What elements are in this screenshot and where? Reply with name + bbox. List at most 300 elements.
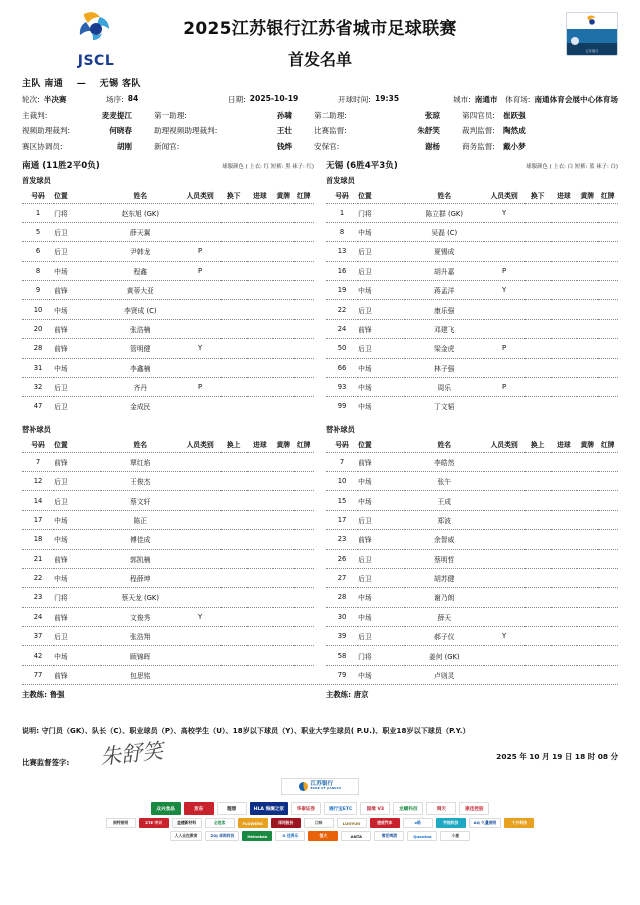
home-team-block bbox=[22, 159, 320, 416]
cell-sub-out bbox=[221, 203, 247, 222]
home-coach-name: 鲁强 bbox=[49, 690, 65, 700]
cell-shirt-number: 26 bbox=[337, 554, 347, 563]
cell-goals bbox=[551, 530, 577, 549]
cell-yellow-card bbox=[273, 588, 293, 607]
table-row bbox=[22, 530, 314, 549]
cell-player-name: 尹韩龙 bbox=[130, 248, 151, 257]
cell-yellow-card bbox=[577, 472, 597, 491]
table-row bbox=[326, 607, 618, 626]
cell-goals bbox=[551, 222, 577, 241]
home-team-heading-name: 南通 bbox=[22, 160, 40, 171]
cell-position: 中场 bbox=[54, 306, 68, 315]
cell-yellow-card bbox=[577, 452, 597, 471]
sponsor-logo: ZOJ 卓郎科技 bbox=[205, 831, 239, 841]
col-header-cat: 人员类别 bbox=[186, 440, 214, 449]
signature-label: 比赛监督签字: bbox=[22, 758, 70, 768]
official-referee-assessor-value: 陶然成 bbox=[502, 126, 526, 135]
table-row bbox=[326, 665, 618, 684]
cell-position: 前锋 bbox=[54, 555, 68, 564]
cell-sub-out bbox=[221, 242, 247, 261]
away-team-title-row bbox=[326, 159, 618, 171]
col-header-red: 红牌 bbox=[600, 440, 615, 449]
cell-shirt-number: 17 bbox=[337, 515, 347, 524]
official-press bbox=[154, 141, 314, 152]
cell-shirt-number: 28 bbox=[33, 344, 43, 353]
cell-position: 门将 bbox=[54, 594, 68, 603]
cell-shirt-number: 1 bbox=[339, 208, 345, 217]
cell-red-card bbox=[294, 222, 314, 241]
away-subs-header-row bbox=[326, 438, 618, 453]
sponsor-logo: 通行宝ETC bbox=[324, 802, 357, 815]
cell-goals bbox=[247, 377, 273, 396]
cell-yellow-card bbox=[577, 646, 597, 665]
table-row bbox=[326, 339, 618, 358]
official-var-label: 视频助理裁判: bbox=[22, 126, 71, 135]
cell-goals bbox=[551, 377, 577, 396]
cell-position: 中场 bbox=[54, 652, 68, 661]
cell-position: 后卫 bbox=[358, 306, 372, 315]
official-fourth bbox=[462, 110, 526, 121]
cell-goals bbox=[247, 568, 273, 587]
bank-logo-name bbox=[311, 782, 342, 791]
cell-player-category bbox=[180, 646, 221, 665]
cell-sub-out bbox=[221, 319, 247, 338]
cell-goals bbox=[551, 300, 577, 319]
cell-player-name: 张浩楠 bbox=[130, 325, 151, 334]
cell-goals bbox=[551, 339, 577, 358]
meta-row-officials-2 bbox=[22, 125, 618, 136]
legend-note: 说明: 守门员（GK）、队长（C）、职业球员（P）、高校学生（U）、18岁以下球员（Y）、职业大学生球员( P.U.)、职业18岁以下球员（P.Y.） bbox=[22, 727, 470, 736]
cell-player-name: 金成民 bbox=[130, 403, 151, 412]
home-coach-label: 主教练: bbox=[22, 690, 48, 700]
official-fourth-value: 崔跃强 bbox=[502, 110, 526, 120]
cell-player-name: 夏锡成 bbox=[434, 248, 455, 257]
cell-player-category bbox=[180, 510, 221, 529]
col-header-red: 红牌 bbox=[296, 191, 311, 200]
table-row bbox=[22, 646, 314, 665]
cell-player-name: 李皓然 bbox=[434, 458, 455, 467]
away-starters-body bbox=[326, 203, 618, 416]
cell-shirt-number: 1 bbox=[35, 208, 41, 217]
col-header-red: 红牌 bbox=[600, 191, 615, 200]
official-ar1-value: 孙啸 bbox=[276, 110, 292, 120]
cell-goals bbox=[551, 491, 577, 510]
sponsor-band bbox=[0, 802, 640, 841]
cell-goals bbox=[551, 242, 577, 261]
cell-red-card bbox=[294, 377, 314, 396]
sponsor-row-1 bbox=[0, 802, 640, 815]
cell-player-category: P bbox=[502, 266, 507, 275]
col-header-cat: 人员类别 bbox=[186, 191, 214, 200]
col-header-num: 号码 bbox=[335, 440, 349, 449]
cell-player-category bbox=[180, 319, 221, 338]
cell-goals bbox=[247, 452, 273, 471]
cell-shirt-number: 39 bbox=[337, 632, 347, 641]
table-row bbox=[326, 627, 618, 646]
sponsor-logo: 龙蟠科技 bbox=[393, 802, 423, 815]
table-row bbox=[22, 452, 314, 471]
cell-player-name: 胡苏健 bbox=[434, 575, 455, 584]
starting-lineups bbox=[0, 159, 640, 416]
cell-position: 后卫 bbox=[358, 267, 372, 276]
table-row bbox=[22, 491, 314, 510]
cell-yellow-card bbox=[577, 358, 597, 377]
cell-player-category: P bbox=[502, 344, 507, 353]
meta-row-officials-1 bbox=[22, 110, 618, 121]
home-starters-body bbox=[22, 203, 314, 416]
cell-position: 中场 bbox=[358, 478, 372, 487]
meta-matchno-label: 场序: bbox=[106, 95, 124, 104]
home-team-record: (11胜2平0负) bbox=[42, 160, 100, 171]
versus-dash: — bbox=[76, 79, 87, 89]
cell-goals bbox=[551, 452, 577, 471]
home-starters-header-row bbox=[22, 189, 314, 204]
table-row bbox=[326, 452, 618, 471]
cell-player-category bbox=[484, 452, 525, 471]
cell-shirt-number: 13 bbox=[337, 247, 347, 256]
cell-yellow-card bbox=[273, 319, 293, 338]
meta-date bbox=[228, 94, 338, 105]
sponsor-logo: 国缘 V3 bbox=[360, 802, 390, 815]
table-row bbox=[326, 377, 618, 396]
cell-red-card bbox=[598, 319, 618, 338]
col-header-num: 号码 bbox=[31, 191, 45, 200]
cell-shirt-number: 27 bbox=[337, 574, 347, 583]
meta-row-officials-3 bbox=[22, 141, 618, 152]
cell-goals bbox=[247, 281, 273, 300]
meta-stadium-label: 体育场: bbox=[505, 95, 531, 104]
cell-player-name: 薛天翼 bbox=[130, 229, 151, 238]
matchup-line bbox=[22, 76, 618, 89]
official-press-value: 钱烨 bbox=[276, 141, 292, 151]
cell-shirt-number: 37 bbox=[33, 632, 43, 641]
official-coordinator-label: 赛区协调员: bbox=[22, 141, 63, 151]
cell-shirt-number: 28 bbox=[337, 593, 347, 602]
cell-player-category bbox=[484, 549, 525, 568]
bank-emblem-icon bbox=[567, 13, 617, 29]
cell-player-name: 管明健 bbox=[130, 345, 151, 354]
col-header-pos: 位置 bbox=[358, 440, 372, 449]
table-row bbox=[22, 300, 314, 319]
cell-red-card bbox=[294, 665, 314, 684]
cell-player-category bbox=[180, 472, 221, 491]
official-ar2 bbox=[314, 110, 462, 121]
cell-yellow-card bbox=[273, 646, 293, 665]
sponsor-logo: 必胜客 bbox=[205, 818, 235, 828]
cell-shirt-number: 23 bbox=[33, 593, 43, 602]
cell-sub-out bbox=[525, 261, 551, 280]
table-row bbox=[326, 588, 618, 607]
away-subs-label: 替补球员 bbox=[326, 424, 355, 434]
cell-red-card bbox=[598, 607, 618, 626]
table-row bbox=[22, 588, 314, 607]
col-header-cat: 人员类别 bbox=[490, 191, 518, 200]
cell-player-name: 吴磊 (C) bbox=[431, 229, 458, 238]
bank-logo-name-cn: 江苏银行 bbox=[310, 781, 334, 788]
coaches-row bbox=[0, 689, 640, 700]
official-avar-label: 助理视频助理裁判: bbox=[154, 126, 218, 135]
cell-red-card bbox=[598, 665, 618, 684]
cell-position: 中场 bbox=[54, 536, 68, 545]
official-coordinator-value: 胡刚 bbox=[116, 141, 132, 151]
cell-yellow-card bbox=[577, 222, 597, 241]
cell-yellow-card bbox=[273, 377, 293, 396]
cell-player-name: 王俊杰 bbox=[130, 478, 151, 487]
away-coach-label: 主教练: bbox=[326, 690, 352, 700]
cell-player-name: 赵东旭 (GK) bbox=[121, 209, 160, 218]
cell-goals bbox=[247, 339, 273, 358]
cell-yellow-card bbox=[273, 510, 293, 529]
table-row bbox=[326, 358, 618, 377]
cell-position: 前锋 bbox=[358, 458, 372, 467]
sponsor-logo: FLOWERS bbox=[238, 818, 268, 828]
home-coach bbox=[22, 689, 320, 700]
col-header-num: 号码 bbox=[31, 440, 45, 449]
cell-goals bbox=[247, 242, 273, 261]
cell-position: 后卫 bbox=[54, 229, 68, 238]
signature-datetime: 2025 年 10 月 19 日 18 时 08 分 bbox=[496, 752, 618, 762]
title-line-1: 2025江苏银行江苏省城市足球联赛 bbox=[183, 19, 457, 39]
col-header-yellow: 黄牌 bbox=[580, 440, 595, 449]
official-security bbox=[314, 141, 462, 152]
cell-goals bbox=[551, 261, 577, 280]
cell-player-name: 李贤成 (C) bbox=[123, 306, 157, 315]
bank-logo-caption: 江苏银行 bbox=[585, 49, 599, 53]
cell-goals bbox=[551, 646, 577, 665]
cell-shirt-number: 20 bbox=[33, 324, 43, 333]
cell-yellow-card bbox=[273, 568, 293, 587]
cell-goals bbox=[247, 261, 273, 280]
col-header-subin: 换上 bbox=[530, 440, 545, 449]
cell-player-name: 顾锦晖 bbox=[130, 652, 151, 661]
cell-red-card bbox=[294, 397, 314, 416]
away-coach bbox=[320, 689, 618, 700]
cell-sub-in bbox=[221, 549, 247, 568]
cell-sub-out bbox=[525, 242, 551, 261]
cell-shirt-number: 21 bbox=[33, 554, 43, 563]
table-row bbox=[22, 627, 314, 646]
col-header-pos: 位置 bbox=[358, 191, 372, 200]
cell-red-card bbox=[294, 549, 314, 568]
cell-shirt-number: 18 bbox=[33, 535, 43, 544]
col-header-goal: 进球 bbox=[253, 440, 267, 449]
cell-goals bbox=[247, 491, 273, 510]
col-header-name: 姓名 bbox=[133, 440, 148, 449]
sponsor-logo: 众兴食品 bbox=[151, 802, 181, 815]
table-row bbox=[326, 242, 618, 261]
cell-player-name: 张浩翔 bbox=[130, 633, 151, 642]
cell-player-name: 邓建飞 bbox=[434, 325, 455, 334]
cell-player-name: 姜何 (GK) bbox=[428, 652, 460, 661]
sponsor-logo: LUOYUO bbox=[337, 818, 367, 828]
away-team-heading bbox=[326, 159, 398, 171]
away-coach-name: 唐京 bbox=[353, 690, 369, 700]
cell-red-card bbox=[294, 452, 314, 471]
cell-red-card bbox=[598, 358, 618, 377]
cell-red-card bbox=[598, 491, 618, 510]
official-ar1 bbox=[154, 110, 314, 121]
meta-round-label: 轮次: bbox=[22, 95, 40, 104]
sponsor-logo: ZTE 中兴 bbox=[139, 818, 169, 828]
home-starters-table bbox=[22, 189, 314, 416]
cell-sub-in bbox=[525, 491, 551, 510]
cell-sub-in bbox=[525, 549, 551, 568]
away-starters-header-row bbox=[326, 189, 618, 204]
table-row bbox=[22, 665, 314, 684]
cell-position: 中场 bbox=[358, 497, 372, 506]
cell-goals bbox=[551, 607, 577, 626]
cell-yellow-card bbox=[577, 339, 597, 358]
cell-goals bbox=[247, 588, 273, 607]
cell-shirt-number: 12 bbox=[33, 477, 43, 486]
cell-red-card bbox=[294, 319, 314, 338]
cell-red-card bbox=[294, 261, 314, 280]
cell-player-name: 梁金虎 bbox=[434, 345, 455, 354]
table-row bbox=[326, 319, 618, 338]
sponsor-logo: G 佳得乐 bbox=[275, 831, 305, 841]
signature-row bbox=[0, 738, 640, 776]
table-row bbox=[22, 472, 314, 491]
league-logo bbox=[62, 8, 130, 69]
away-kit-colors: 球服颜色 ( 上衣: 白 短裤: 蓝 袜子: 白) bbox=[526, 163, 618, 170]
cell-position: 后卫 bbox=[358, 516, 372, 525]
cell-position: 中场 bbox=[358, 229, 372, 238]
table-row bbox=[326, 397, 618, 416]
cell-shirt-number: 99 bbox=[337, 402, 347, 411]
cell-yellow-card bbox=[577, 491, 597, 510]
cell-player-category bbox=[484, 319, 525, 338]
sponsor-logo: AQ 久量照明 bbox=[469, 818, 502, 828]
col-header-name: 姓名 bbox=[133, 191, 148, 200]
cell-goals bbox=[551, 568, 577, 587]
table-row bbox=[326, 281, 618, 300]
cell-player-category: Y bbox=[502, 632, 507, 641]
table-row bbox=[22, 261, 314, 280]
cell-player-name: 周乐 bbox=[437, 384, 452, 393]
meta-round bbox=[22, 94, 106, 105]
cell-red-card bbox=[294, 646, 314, 665]
cell-yellow-card bbox=[577, 627, 597, 646]
cell-shirt-number: 30 bbox=[337, 612, 347, 621]
cell-sub-out bbox=[221, 397, 247, 416]
meta-stadium-value: 南通体育会展中心体育场 bbox=[534, 95, 618, 104]
cell-yellow-card bbox=[273, 358, 293, 377]
official-commercial-label: 商务监督: bbox=[462, 141, 495, 151]
cell-position: 中场 bbox=[54, 575, 68, 584]
cell-red-card bbox=[294, 472, 314, 491]
cell-yellow-card bbox=[577, 261, 597, 280]
meta-matchno bbox=[106, 94, 228, 105]
cell-goals bbox=[247, 319, 273, 338]
official-ar2-label: 第二助理: bbox=[314, 110, 347, 120]
table-row bbox=[326, 222, 618, 241]
home-team-name: 南通 bbox=[44, 79, 64, 89]
cell-position: 后卫 bbox=[358, 555, 372, 564]
cell-shirt-number: 8 bbox=[35, 266, 41, 275]
cell-shirt-number: 10 bbox=[337, 477, 347, 486]
cell-player-category bbox=[180, 627, 221, 646]
official-var bbox=[22, 125, 154, 136]
meta-kickoff-value: 19:35 bbox=[374, 94, 400, 103]
cell-position: 前锋 bbox=[54, 287, 68, 296]
cell-player-category: P bbox=[198, 247, 203, 256]
cell-position: 中场 bbox=[358, 384, 372, 393]
cell-yellow-card bbox=[577, 319, 597, 338]
cell-player-name: 文俊秀 bbox=[130, 613, 151, 622]
cell-player-category bbox=[180, 397, 221, 416]
cell-player-name: 齐丹 bbox=[133, 384, 148, 393]
table-row bbox=[326, 491, 618, 510]
cell-yellow-card bbox=[273, 222, 293, 241]
cell-player-category bbox=[180, 358, 221, 377]
cell-yellow-card bbox=[273, 242, 293, 261]
cell-player-category bbox=[180, 665, 221, 684]
meta-city bbox=[453, 94, 498, 105]
official-avar bbox=[154, 125, 314, 136]
meta-city-value: 南通市 bbox=[474, 95, 498, 104]
cell-goals bbox=[247, 627, 273, 646]
cell-yellow-card bbox=[577, 549, 597, 568]
cell-player-name: 蒋孟洋 bbox=[434, 287, 455, 296]
cell-shirt-number: 23 bbox=[337, 535, 347, 544]
cell-position: 前锋 bbox=[358, 325, 372, 334]
cell-player-category bbox=[484, 472, 525, 491]
cell-red-card bbox=[294, 627, 314, 646]
cell-shirt-number: 17 bbox=[33, 515, 43, 524]
cell-position: 门将 bbox=[54, 209, 68, 218]
home-team-title-row bbox=[22, 159, 314, 171]
cell-goals bbox=[247, 300, 273, 319]
cell-red-card bbox=[294, 607, 314, 626]
sponsor-logo: 口味 bbox=[304, 818, 334, 828]
away-team-record: (6胜4平3负) bbox=[346, 160, 398, 171]
away-subs-table bbox=[326, 438, 618, 685]
cell-shirt-number: 31 bbox=[33, 363, 43, 372]
cell-goals bbox=[247, 646, 273, 665]
cell-sub-in bbox=[221, 646, 247, 665]
col-header-goal: 进球 bbox=[253, 191, 267, 200]
home-label: 主队 bbox=[22, 79, 41, 89]
home-subs-label: 替补球员 bbox=[22, 424, 51, 434]
cell-shirt-number: 6 bbox=[35, 247, 41, 256]
cell-red-card bbox=[598, 530, 618, 549]
cell-red-card bbox=[598, 627, 618, 646]
cell-player-name: 蔡明哲 bbox=[434, 555, 455, 564]
cell-goals bbox=[247, 358, 273, 377]
cell-sub-out bbox=[221, 339, 247, 358]
table-row bbox=[326, 300, 618, 319]
meta-round-value: 半决赛 bbox=[43, 95, 67, 104]
sponsor-logo: 雪花啤酒 bbox=[374, 831, 404, 841]
sponsor-logo: HLA 海澜之家 bbox=[250, 802, 288, 815]
cell-sub-in bbox=[525, 665, 551, 684]
cell-sub-in bbox=[221, 588, 247, 607]
home-subs-table bbox=[22, 438, 314, 685]
cell-player-category: P bbox=[198, 383, 203, 392]
cell-sub-out bbox=[525, 222, 551, 241]
cell-player-name: 郭凯楠 bbox=[130, 555, 151, 564]
meta-matchno-value: 84 bbox=[127, 94, 139, 103]
substitute-lineups bbox=[0, 425, 640, 685]
cell-player-name: 黄蒂大亚 bbox=[126, 287, 154, 296]
home-team-heading bbox=[22, 159, 100, 171]
cell-player-category: P bbox=[198, 266, 203, 275]
table-row bbox=[326, 510, 618, 529]
cell-yellow-card bbox=[577, 607, 597, 626]
official-referee-label: 主裁判: bbox=[22, 110, 48, 120]
meta-stadium bbox=[505, 94, 618, 105]
meta-date-value: 2025-10-19 bbox=[249, 94, 299, 103]
